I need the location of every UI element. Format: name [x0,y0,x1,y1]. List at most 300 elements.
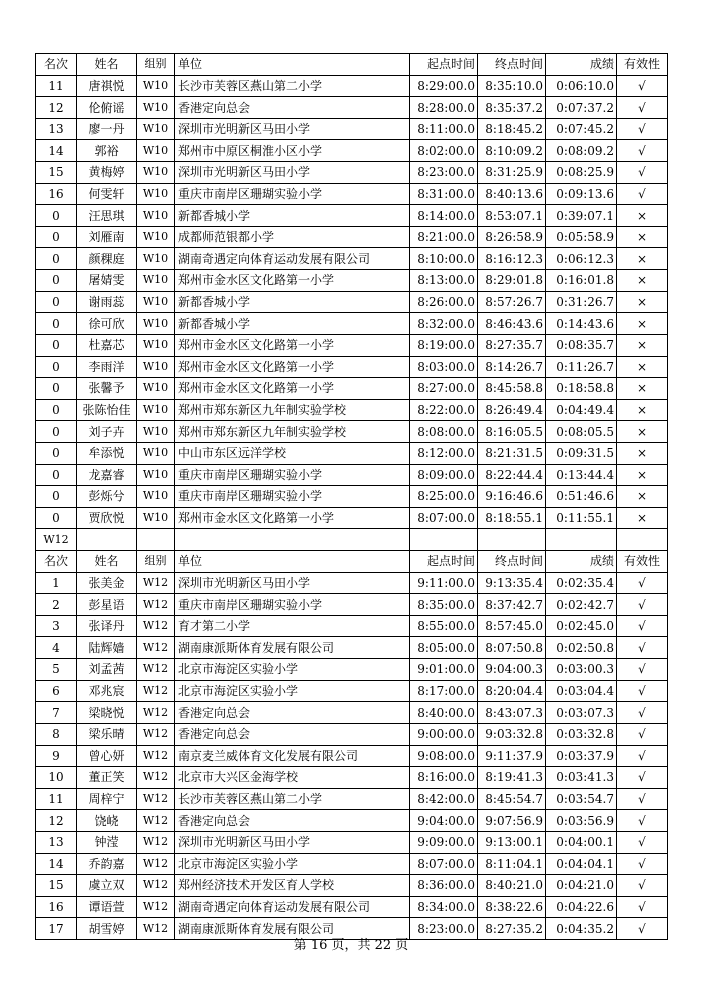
cell-start: 8:23:00.0 [410,162,478,184]
cell-name: 梁乐晴 [77,723,137,745]
cell-rank: 0 [36,442,77,464]
cell-end: 8:29:01.8 [478,270,546,292]
table-row [36,140,668,162]
table-row [36,831,668,853]
cell-unit: 郑州市中原区桐淮小区小学 [175,140,410,162]
cell-start: 8:29:00.0 [410,75,478,97]
table-row [36,896,668,918]
table-row [36,399,668,421]
cell-name: 刘雁南 [77,226,137,248]
cell-rank: 0 [36,270,77,292]
cell-result: 0:07:37.2 [546,97,617,119]
cell-start: 8:21:00.0 [410,226,478,248]
table-row [36,875,668,897]
cell-unit: 香港定向总会 [175,810,410,832]
cell-rank: 16 [36,896,77,918]
cell-group: W10 [137,421,175,443]
table-row [36,680,668,702]
table-row [36,118,668,140]
results-table-body [36,54,668,940]
cell-valid: √ [617,637,668,659]
cell-start: 8:25:00.0 [410,486,478,508]
cell-unit: 湖南奇遇定向体育运动发展有限公司 [175,248,410,270]
cell-end: 8:18:45.2 [478,118,546,140]
cell-rank: 13 [36,118,77,140]
cell-group: 组别 [137,551,175,573]
cell-rank: 11 [36,788,77,810]
cell-group: W10 [137,270,175,292]
cell-unit: 长沙市芙蓉区燕山第二小学 [175,788,410,810]
cell-rank: 10 [36,767,77,789]
cell-name: 钟滢 [77,831,137,853]
cell-start: 8:42:00.0 [410,788,478,810]
cell-group: W12 [137,702,175,724]
cell-end: 8:20:04.4 [478,680,546,702]
cell-end: 9:07:56.9 [478,810,546,832]
cell-group: W12 [137,637,175,659]
cell-valid: × [617,507,668,529]
cell-rank: 17 [36,918,77,940]
cell-name: 谭语萱 [77,896,137,918]
cell-start: 8:23:00.0 [410,918,478,940]
results-table [35,53,668,940]
cell-name: 彭星语 [77,594,137,616]
cell-group: W12 [137,680,175,702]
cell-valid: × [617,356,668,378]
cell-unit: 单位 [175,551,410,573]
cell-result: 0:51:46.6 [546,486,617,508]
cell-unit: 南京麦兰威体育文化发展有限公司 [175,745,410,767]
cell-start: 8:13:00.0 [410,270,478,292]
cell-result: 0:02:42.7 [546,594,617,616]
empty-cell [478,529,546,551]
cell-unit: 郑州市金水区文化路第一小学 [175,334,410,356]
cell-rank: 0 [36,291,77,313]
cell-valid: × [617,378,668,400]
cell-rank: 0 [36,421,77,443]
table-row [36,745,668,767]
cell-valid: √ [617,140,668,162]
cell-unit: 新都香城小学 [175,291,410,313]
cell-result: 0:08:25.9 [546,162,617,184]
cell-unit: 中山市东区远洋学校 [175,442,410,464]
cell-unit: 育才第二小学 [175,615,410,637]
cell-unit: 重庆市南岸区珊瑚实验小学 [175,594,410,616]
table-row [36,97,668,119]
cell-end: 8:26:49.4 [478,399,546,421]
cell-end: 8:43:07.3 [478,702,546,724]
table-row [36,615,668,637]
cell-unit: 郑州市金水区文化路第一小学 [175,270,410,292]
header-row [36,551,668,573]
cell-result: 0:03:41.3 [546,767,617,789]
cell-rank: 3 [36,615,77,637]
cell-start: 8:08:00.0 [410,421,478,443]
cell-start: 8:14:00.0 [410,205,478,227]
cell-name: 张馨予 [77,378,137,400]
cell-end: 8:11:04.1 [478,853,546,875]
cell-name: 姓名 [77,54,137,76]
cell-rank: 0 [36,399,77,421]
cell-name: 颜稞庭 [77,248,137,270]
cell-unit: 重庆市南岸区珊瑚实验小学 [175,486,410,508]
cell-valid: √ [617,162,668,184]
cell-result: 0:04:00.1 [546,831,617,853]
table-row [36,75,668,97]
cell-result: 0:04:04.1 [546,853,617,875]
section-row [36,529,668,551]
cell-group: W10 [137,356,175,378]
cell-result: 0:02:35.4 [546,572,617,594]
cell-group: 组别 [137,54,175,76]
cell-end: 8:31:25.9 [478,162,546,184]
cell-result: 0:06:10.0 [546,75,617,97]
cell-valid: 有效性 [617,54,668,76]
cell-name: 周梓宁 [77,788,137,810]
cell-rank: 2 [36,594,77,616]
cell-result: 0:09:13.6 [546,183,617,205]
cell-unit: 湖南康派斯体育发展有限公司 [175,637,410,659]
cell-end: 8:16:12.3 [478,248,546,270]
cell-name: 张美金 [77,572,137,594]
cell-rank: 4 [36,637,77,659]
cell-rank: 0 [36,334,77,356]
cell-start: 8:09:00.0 [410,464,478,486]
cell-end: 8:21:31.5 [478,442,546,464]
cell-start: 8:10:00.0 [410,248,478,270]
cell-end: 9:04:00.3 [478,659,546,681]
cell-start: 9:11:00.0 [410,572,478,594]
cell-name: 虞立双 [77,875,137,897]
cell-rank: 名次 [36,54,77,76]
cell-rank: 0 [36,248,77,270]
cell-valid: × [617,334,668,356]
cell-end: 8:14:26.7 [478,356,546,378]
cell-valid: × [617,442,668,464]
cell-end: 8:45:58.8 [478,378,546,400]
cell-group: W12 [137,594,175,616]
cell-group: W10 [137,226,175,248]
cell-rank: 11 [36,75,77,97]
page-footer: 第 16 页，共 22 页 [293,938,409,953]
cell-result: 0:02:50.8 [546,637,617,659]
cell-valid: × [617,399,668,421]
cell-start: 8:02:00.0 [410,140,478,162]
cell-rank: 12 [36,810,77,832]
cell-end: 8:07:50.8 [478,637,546,659]
cell-end: 8:19:41.3 [478,767,546,789]
cell-result: 0:08:09.2 [546,140,617,162]
cell-valid: √ [617,572,668,594]
cell-result: 0:16:01.8 [546,270,617,292]
cell-name: 伦俯谣 [77,97,137,119]
cell-unit: 长沙市芙蓉区燕山第二小学 [175,75,410,97]
cell-end: 8:10:09.2 [478,140,546,162]
cell-rank: 0 [36,464,77,486]
cell-start: 8:31:00.0 [410,183,478,205]
cell-name: 邓兆宸 [77,680,137,702]
cell-end: 8:27:35.2 [478,918,546,940]
cell-name: 廖一丹 [77,118,137,140]
cell-valid: √ [617,831,668,853]
cell-name: 张陈怡佳 [77,399,137,421]
cell-result: 0:03:07.3 [546,702,617,724]
cell-rank: 12 [36,97,77,119]
cell-valid: √ [617,918,668,940]
cell-result: 0:04:49.4 [546,399,617,421]
cell-valid: × [617,205,668,227]
cell-rank: 5 [36,659,77,681]
cell-group: W10 [137,399,175,421]
cell-group: W10 [137,507,175,529]
cell-start: 8:55:00.0 [410,615,478,637]
empty-cell [137,529,175,551]
cell-result: 0:06:12.3 [546,248,617,270]
cell-group: W12 [137,896,175,918]
table-row [36,356,668,378]
cell-valid: √ [617,745,668,767]
cell-group: W10 [137,162,175,184]
cell-result: 0:03:37.9 [546,745,617,767]
cell-valid: × [617,464,668,486]
cell-valid: √ [617,723,668,745]
cell-rank: 名次 [36,551,77,573]
table-row [36,313,668,335]
cell-name: 龙嘉睿 [77,464,137,486]
cell-name: 杜嘉芯 [77,334,137,356]
cell-valid: √ [617,183,668,205]
cell-result: 0:03:56.9 [546,810,617,832]
cell-name: 张译丹 [77,615,137,637]
cell-end: 8:26:58.9 [478,226,546,248]
cell-valid: × [617,270,668,292]
cell-group: W10 [137,183,175,205]
cell-rank: 0 [36,226,77,248]
cell-unit: 香港定向总会 [175,702,410,724]
cell-rank: 16 [36,183,77,205]
cell-result: 0:18:58.8 [546,378,617,400]
cell-result: 0:31:26.7 [546,291,617,313]
table-row [36,464,668,486]
table-row [36,594,668,616]
cell-unit: 深圳市光明新区马田小学 [175,118,410,140]
cell-start: 8:16:00.0 [410,767,478,789]
empty-cell [410,529,478,551]
cell-group: W10 [137,378,175,400]
cell-unit: 郑州市郑东新区九年制实验学校 [175,421,410,443]
cell-result: 成绩 [546,54,617,76]
cell-valid: √ [617,702,668,724]
cell-group: W10 [137,140,175,162]
cell-group: W10 [137,313,175,335]
cell-name: 贾欣悦 [77,507,137,529]
cell-start: 9:08:00.0 [410,745,478,767]
cell-name: 刘孟茜 [77,659,137,681]
cell-group: W10 [137,334,175,356]
cell-rank: 0 [36,356,77,378]
cell-group: W12 [137,875,175,897]
cell-unit: 香港定向总会 [175,723,410,745]
cell-result: 0:03:00.3 [546,659,617,681]
cell-group: W12 [137,615,175,637]
cell-end: 8:27:35.7 [478,334,546,356]
cell-unit: 重庆市南岸区珊瑚实验小学 [175,464,410,486]
cell-end: 8:22:44.4 [478,464,546,486]
cell-group: W10 [137,97,175,119]
cell-unit: 郑州市金水区文化路第一小学 [175,507,410,529]
cell-valid: 有效性 [617,551,668,573]
cell-rank: 0 [36,486,77,508]
cell-name: 汪思琪 [77,205,137,227]
cell-name: 唐祺悦 [77,75,137,97]
empty-cell [77,529,137,551]
cell-name: 徐可欣 [77,313,137,335]
table-row [36,788,668,810]
cell-start: 8:35:00.0 [410,594,478,616]
cell-name: 乔韵嘉 [77,853,137,875]
table-row [36,767,668,789]
cell-start: 9:01:00.0 [410,659,478,681]
cell-name: 姓名 [77,551,137,573]
cell-valid: × [617,226,668,248]
cell-start: 8:22:00.0 [410,399,478,421]
table-row [36,205,668,227]
cell-valid: √ [617,615,668,637]
cell-result: 0:11:55.1 [546,507,617,529]
cell-valid: √ [617,680,668,702]
cell-result: 0:07:45.2 [546,118,617,140]
cell-valid: × [617,291,668,313]
cell-valid: √ [617,896,668,918]
cell-group: W10 [137,248,175,270]
cell-valid: × [617,486,668,508]
table-row [36,637,668,659]
cell-rank: 8 [36,723,77,745]
section-label: W12 [36,529,77,551]
cell-result: 0:03:54.7 [546,788,617,810]
cell-unit: 郑州市金水区文化路第一小学 [175,378,410,400]
cell-group: W12 [137,918,175,940]
cell-start: 起点时间 [410,54,478,76]
cell-unit: 新都香城小学 [175,313,410,335]
cell-start: 8:40:00.0 [410,702,478,724]
cell-valid: × [617,313,668,335]
cell-name: 屠婧雯 [77,270,137,292]
table-row [36,226,668,248]
cell-valid: √ [617,788,668,810]
cell-end: 9:13:00.1 [478,831,546,853]
cell-start: 8:36:00.0 [410,875,478,897]
header-row [36,54,668,76]
cell-end: 8:18:55.1 [478,507,546,529]
cell-start: 8:26:00.0 [410,291,478,313]
cell-end: 8:35:10.0 [478,75,546,97]
cell-unit: 郑州经济技术开发区育人学校 [175,875,410,897]
cell-end: 8:37:42.7 [478,594,546,616]
table-row [36,442,668,464]
cell-end: 9:03:32.8 [478,723,546,745]
cell-unit: 郑州市郑东新区九年制实验学校 [175,399,410,421]
table-row [36,334,668,356]
table-row [36,421,668,443]
cell-rank: 0 [36,378,77,400]
table-row [36,507,668,529]
cell-group: W12 [137,831,175,853]
cell-end: 终点时间 [478,551,546,573]
empty-cell [175,529,410,551]
cell-name: 曾心妍 [77,745,137,767]
cell-group: W12 [137,572,175,594]
cell-rank: 0 [36,205,77,227]
table-row [36,810,668,832]
cell-end: 9:11:37.9 [478,745,546,767]
cell-rank: 15 [36,875,77,897]
empty-cell [546,529,617,551]
cell-group: W10 [137,75,175,97]
cell-end: 8:45:54.7 [478,788,546,810]
cell-unit: 深圳市光明新区马田小学 [175,572,410,594]
cell-start: 8:11:00.0 [410,118,478,140]
cell-rank: 14 [36,140,77,162]
cell-group: W10 [137,205,175,227]
cell-start: 8:03:00.0 [410,356,478,378]
cell-end: 8:46:43.6 [478,313,546,335]
table-row [36,291,668,313]
cell-rank: 9 [36,745,77,767]
cell-start: 8:17:00.0 [410,680,478,702]
cell-name: 陆辉嫱 [77,637,137,659]
cell-unit: 湖南康派斯体育发展有限公司 [175,918,410,940]
table-row [36,486,668,508]
cell-end: 8:16:05.5 [478,421,546,443]
cell-rank: 13 [36,831,77,853]
cell-name: 何雯轩 [77,183,137,205]
cell-unit: 深圳市光明新区马田小学 [175,831,410,853]
cell-group: W12 [137,810,175,832]
table-row [36,659,668,681]
cell-start: 8:12:00.0 [410,442,478,464]
cell-start: 8:07:00.0 [410,507,478,529]
cell-valid: √ [617,659,668,681]
cell-end: 终点时间 [478,54,546,76]
cell-valid: √ [617,75,668,97]
cell-start: 8:27:00.0 [410,378,478,400]
cell-unit: 香港定向总会 [175,97,410,119]
cell-result: 0:04:35.2 [546,918,617,940]
cell-group: W12 [137,767,175,789]
cell-result: 0:39:07.1 [546,205,617,227]
cell-unit: 北京市海淀区实验小学 [175,680,410,702]
cell-result: 0:13:44.4 [546,464,617,486]
cell-valid: √ [617,853,668,875]
cell-unit: 湖南奇遇定向体育运动发展有限公司 [175,896,410,918]
cell-result: 0:09:31.5 [546,442,617,464]
cell-start: 8:05:00.0 [410,637,478,659]
cell-start: 8:34:00.0 [410,896,478,918]
cell-result: 0:08:05.5 [546,421,617,443]
table-row [36,378,668,400]
cell-end: 9:16:46.6 [478,486,546,508]
cell-start: 8:07:00.0 [410,853,478,875]
cell-end: 8:35:37.2 [478,97,546,119]
cell-rank: 0 [36,507,77,529]
cell-group: W10 [137,442,175,464]
cell-end: 9:13:35.4 [478,572,546,594]
cell-group: W12 [137,745,175,767]
cell-result: 0:03:04.4 [546,680,617,702]
cell-group: W12 [137,788,175,810]
cell-start: 9:04:00.0 [410,810,478,832]
